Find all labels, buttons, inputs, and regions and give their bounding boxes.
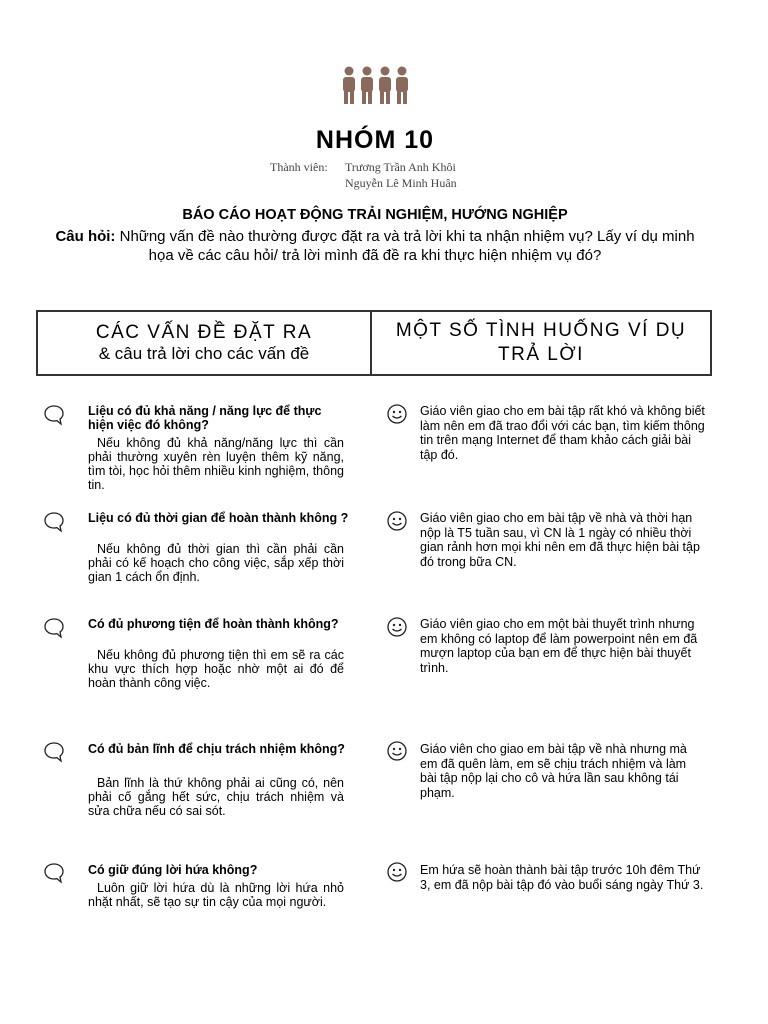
speech-bubble-icon	[43, 741, 65, 763]
report-title: BÁO CÁO HOẠT ĐỘNG TRẢI NGHIỆM, HƯỚNG NGHIỆP	[182, 207, 568, 223]
item-question: Có giữ đúng lời hứa không?	[88, 863, 258, 877]
item-example: Giáo viên giao cho em bài tập về nhà và thời hạn nộp là T5 tuần sau, vì CN là 1 ngày có nhiều thời gian rảnh hơn mọi khi nên em đã thực hiện bài tập đó trong bữa CN.	[420, 511, 700, 569]
smiley-icon	[386, 403, 408, 425]
question-label: Câu hỏi:	[55, 228, 116, 245]
table-header-right	[372, 312, 710, 374]
table-header-right-title: MỘT SỐ TÌNH HUỐNG VÍ DỤ	[395, 320, 687, 341]
item-answer: Nếu không đủ thời gian thì cần phải cần phải có kế hoạch cho công việc, sắp xếp thời gian 1 cách ổn định.	[88, 542, 344, 584]
speech-bubble-icon	[43, 511, 65, 533]
table-header-right-title: TRẢ LỜI	[498, 344, 584, 365]
item-question: Liệu có đủ khả năng / năng lực để thực hiện việc đó không?	[88, 404, 322, 432]
group-people-icon	[340, 66, 410, 106]
item-question: Có đủ phương tiện để hoàn thành không?	[88, 617, 339, 631]
smiley-icon	[386, 740, 408, 762]
table-header-left-subtitle: & câu trả lời cho các vấn đề	[98, 344, 310, 363]
smiley-icon	[386, 616, 408, 638]
question	[50, 227, 700, 265]
item-answer: Bản lĩnh là thứ không phải ai cũng có, nên phải cố gắng hết sức, chịu trách nhiệm và sửa chữa nếu có sai sót.	[88, 776, 344, 818]
item-example: Giáo viên giao cho em bài tập rất khó và không biết làm nên em đã trao đổi với các bạn, tìm kiếm thông tin trên mạng Internet để tham khảo cách giải bài tập đó.	[420, 404, 705, 462]
smiley-icon	[386, 510, 408, 532]
item-example: Giáo viên cho giao em bài tập về nhà nhưng mà em đã quên làm, em sẽ chịu trách nhiệm và làm bài tập nộp lại cho cô và hứa lần sau không tái phạm.	[420, 742, 687, 800]
item-answer: Nếu không đủ phương tiện thì em sẽ ra các khu vực thích hợp hoặc nhờ một ai đó để hoàn thành công việc.	[88, 648, 344, 690]
smiley-icon	[386, 861, 408, 883]
member-name: Trương Trần Anh Khôi	[345, 160, 456, 174]
speech-bubble-icon	[43, 617, 65, 639]
item-example: Giáo viên giao cho em một bài thuyết trình nhưng em không có laptop để làm powerpoint nên em đã mượn laptop của bạn em để thực hiện bài thuyết trình.	[420, 617, 698, 675]
speech-bubble-icon	[43, 862, 65, 884]
table-header-left	[38, 312, 372, 374]
item-question: Có đủ bản lĩnh để chịu trách nhiệm không?	[88, 742, 345, 756]
question-text: Những vấn đề nào thường được đặt ra và trả lời khi ta nhận nhiệm vụ? Lấy ví dụ minh họa về các câu hỏi/ trả lời mình đã đề ra khi thực hiện nhiệm vụ đó?	[119, 228, 695, 264]
member-name: Nguyễn Lê Minh Huân	[345, 176, 457, 190]
speech-bubble-icon	[43, 404, 65, 426]
item-question: Liệu có đủ thời gian để hoàn thành không ?	[88, 511, 349, 525]
table-header-left-title: CÁC VẤN ĐỀ ĐẶT RA	[95, 322, 313, 343]
group-title: NHÓM 10	[315, 126, 435, 154]
item-answer: Nếu không đủ khả năng/năng lực thì cần phải thường xuyên rèn luyện thêm kỹ năng, tìm tòi, học hỏi thêm nhiều kinh nghiệm, thông tin.	[88, 436, 344, 492]
item-example: Em hứa sẽ hoàn thành bài tập trước 10h đêm Thứ 3, em đã nộp bài tập đó vào buổi sáng ngày Thứ 3.	[420, 863, 704, 892]
item-answer: Luôn giữ lời hứa dù là những lời hứa nhỏ nhặt nhất, sẽ tạo sự tin cậy của mọi người.	[88, 881, 344, 909]
members-label: Thành viên:	[270, 160, 328, 174]
table-header	[36, 310, 712, 376]
